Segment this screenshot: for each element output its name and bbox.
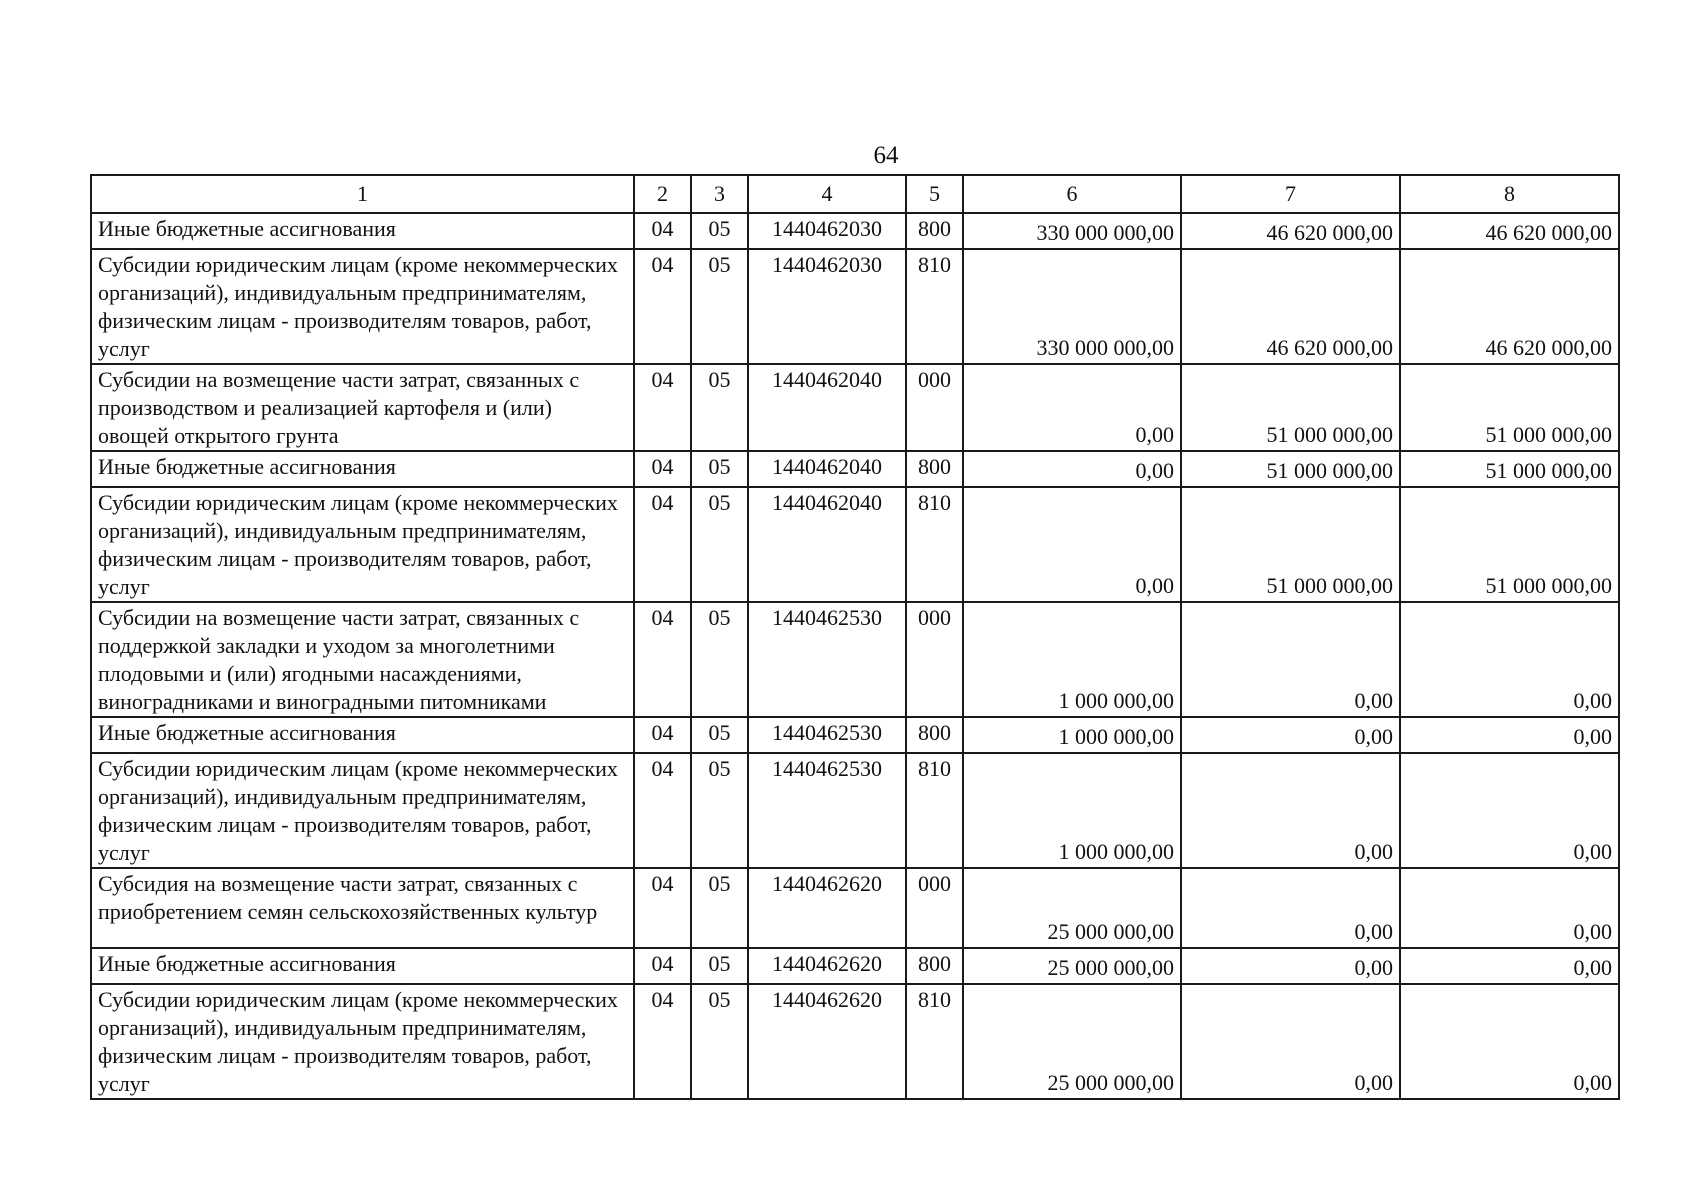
section-code: 04 — [634, 213, 691, 249]
amount-column-6: 25 000 000,00 — [963, 948, 1181, 984]
expense-type-code: 800 — [906, 717, 963, 753]
section-code: 04 — [634, 451, 691, 487]
amount-column-6: 1 000 000,00 — [963, 717, 1181, 753]
amount-column-7: 0,00 — [1181, 984, 1400, 1099]
column-header: 2 — [634, 175, 691, 213]
expense-type-code: 000 — [906, 868, 963, 948]
column-header: 5 — [906, 175, 963, 213]
target-article-code: 1440462040 — [748, 364, 906, 451]
amount-column-6: 0,00 — [963, 364, 1181, 451]
amount-column-7: 51 000 000,00 — [1181, 451, 1400, 487]
target-article-code: 1440462620 — [748, 948, 906, 984]
column-header: 8 — [1400, 175, 1619, 213]
amount-column-8: 51 000 000,00 — [1400, 364, 1619, 451]
amount-column-7: 0,00 — [1181, 753, 1400, 868]
subsection-code: 05 — [691, 364, 748, 451]
table-row — [91, 213, 1619, 249]
column-header: 4 — [748, 175, 906, 213]
column-header: 6 — [963, 175, 1181, 213]
table-row — [91, 948, 1619, 984]
row-name: Иные бюджетные ассигнования — [91, 717, 634, 753]
expense-type-code: 800 — [906, 213, 963, 249]
row-name: Иные бюджетные ассигнования — [91, 451, 634, 487]
amount-column-7: 46 620 000,00 — [1181, 249, 1400, 364]
target-article-code: 1440462620 — [748, 984, 906, 1099]
amount-column-6: 1 000 000,00 — [963, 753, 1181, 868]
target-article-code: 1440462040 — [748, 487, 906, 602]
expense-type-code: 000 — [906, 364, 963, 451]
table-row — [91, 602, 1619, 717]
amount-column-8: 46 620 000,00 — [1400, 213, 1619, 249]
table-row — [91, 717, 1619, 753]
section-code: 04 — [634, 602, 691, 717]
budget-table — [90, 174, 1620, 1100]
amount-column-7: 0,00 — [1181, 717, 1400, 753]
amount-column-8: 0,00 — [1400, 602, 1619, 717]
row-name: Субсидии юридическим лицам (кроме некоммерческих организаций), индивидуальным предпринимателям, физическим лицам - производителям товаров, работ, услуг — [91, 487, 634, 602]
table-row — [91, 364, 1619, 451]
table-body — [91, 175, 1619, 1099]
amount-column-8: 46 620 000,00 — [1400, 249, 1619, 364]
expense-type-code: 800 — [906, 451, 963, 487]
section-code: 04 — [634, 364, 691, 451]
amount-column-8: 0,00 — [1400, 868, 1619, 948]
section-code: 04 — [634, 249, 691, 364]
section-code: 04 — [634, 948, 691, 984]
subsection-code: 05 — [691, 717, 748, 753]
target-article-code: 1440462530 — [748, 602, 906, 717]
amount-column-6: 0,00 — [963, 451, 1181, 487]
table-row — [91, 249, 1619, 364]
expense-type-code: 000 — [906, 602, 963, 717]
target-article-code: 1440462030 — [748, 249, 906, 364]
amount-column-8: 0,00 — [1400, 984, 1619, 1099]
subsection-code: 05 — [691, 451, 748, 487]
target-article-code: 1440462530 — [748, 717, 906, 753]
amount-column-7: 0,00 — [1181, 868, 1400, 948]
table-row — [91, 868, 1619, 948]
section-code: 04 — [634, 487, 691, 602]
table-row — [91, 451, 1619, 487]
amount-column-8: 0,00 — [1400, 948, 1619, 984]
subsection-code: 05 — [691, 249, 748, 364]
column-header: 1 — [91, 175, 634, 213]
subsection-code: 05 — [691, 984, 748, 1099]
subsection-code: 05 — [691, 948, 748, 984]
target-article-code: 1440462040 — [748, 451, 906, 487]
page-number: 64 — [873, 142, 899, 169]
column-header: 3 — [691, 175, 748, 213]
column-header: 7 — [1181, 175, 1400, 213]
amount-column-6: 1 000 000,00 — [963, 602, 1181, 717]
target-article-code: 1440462030 — [748, 213, 906, 249]
table-header-row — [91, 175, 1619, 213]
amount-column-8: 51 000 000,00 — [1400, 451, 1619, 487]
amount-column-7: 0,00 — [1181, 948, 1400, 984]
row-name: Иные бюджетные ассигнования — [91, 948, 634, 984]
expense-type-code: 810 — [906, 487, 963, 602]
subsection-code: 05 — [691, 602, 748, 717]
expense-type-code: 810 — [906, 249, 963, 364]
subsection-code: 05 — [691, 868, 748, 948]
row-name: Субсидии на возмещение части затрат, связанных с производством и реализацией картофеля и (или) овощей открытого грунта — [91, 364, 634, 451]
expense-type-code: 810 — [906, 984, 963, 1099]
row-name: Субсидии юридическим лицам (кроме некоммерческих организаций), индивидуальным предпринимателям, физическим лицам - производителям товаров, работ, услуг — [91, 249, 634, 364]
amount-column-6: 25 000 000,00 — [963, 984, 1181, 1099]
amount-column-7: 46 620 000,00 — [1181, 213, 1400, 249]
row-name: Иные бюджетные ассигнования — [91, 213, 634, 249]
amount-column-6: 330 000 000,00 — [963, 249, 1181, 364]
subsection-code: 05 — [691, 213, 748, 249]
amount-column-7: 51 000 000,00 — [1181, 487, 1400, 602]
amount-column-7: 51 000 000,00 — [1181, 364, 1400, 451]
amount-column-6: 0,00 — [963, 487, 1181, 602]
table-row — [91, 984, 1619, 1099]
expense-type-code: 810 — [906, 753, 963, 868]
section-code: 04 — [634, 753, 691, 868]
amount-column-8: 51 000 000,00 — [1400, 487, 1619, 602]
row-name: Субсидии юридическим лицам (кроме некоммерческих организаций), индивидуальным предпринимателям, физическим лицам - производителям товаров, работ, услуг — [91, 984, 634, 1099]
amount-column-8: 0,00 — [1400, 717, 1619, 753]
section-code: 04 — [634, 717, 691, 753]
amount-column-6: 25 000 000,00 — [963, 868, 1181, 948]
amount-column-8: 0,00 — [1400, 753, 1619, 868]
subsection-code: 05 — [691, 753, 748, 868]
section-code: 04 — [634, 868, 691, 948]
subsection-code: 05 — [691, 487, 748, 602]
target-article-code: 1440462530 — [748, 753, 906, 868]
row-name: Субсидии юридическим лицам (кроме некоммерческих организаций), индивидуальным предпринимателям, физическим лицам - производителям товаров, работ, услуг — [91, 753, 634, 868]
amount-column-7: 0,00 — [1181, 602, 1400, 717]
section-code: 04 — [634, 984, 691, 1099]
row-name: Субсидия на возмещение части затрат, связанных с приобретением семян сельскохозяйственных культур — [91, 868, 634, 948]
table-row — [91, 753, 1619, 868]
row-name: Субсидии на возмещение части затрат, связанных с поддержкой закладки и уходом за многолетними плодовыми и (или) ягодными насаждениями, виноградниками и виноградными питомниками — [91, 602, 634, 717]
target-article-code: 1440462620 — [748, 868, 906, 948]
expense-type-code: 800 — [906, 948, 963, 984]
table-row — [91, 487, 1619, 602]
amount-column-6: 330 000 000,00 — [963, 213, 1181, 249]
